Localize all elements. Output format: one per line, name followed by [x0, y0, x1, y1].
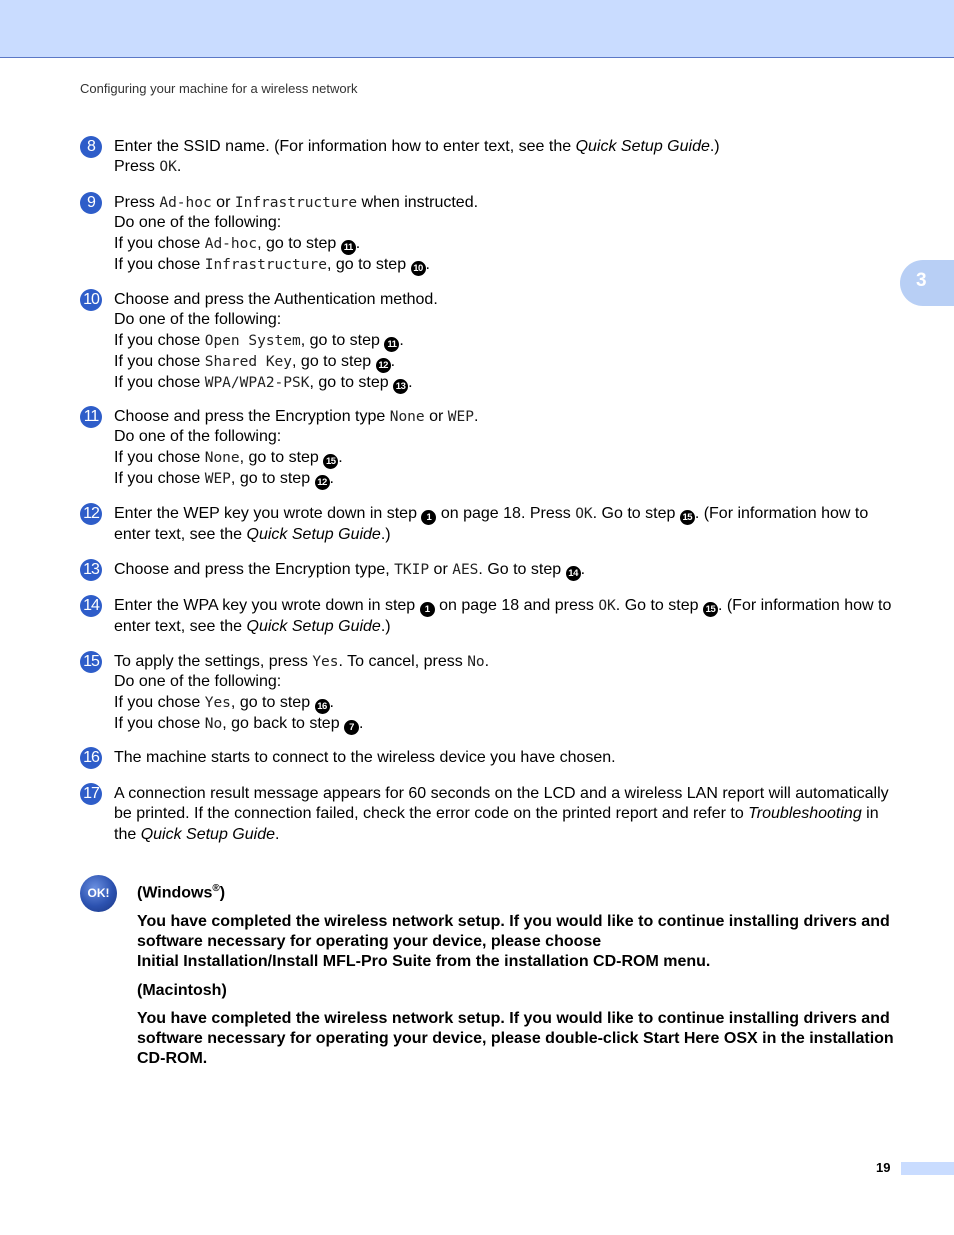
text: , go to step [326, 255, 411, 273]
text: . [329, 469, 334, 487]
completion-note [137, 879, 897, 1078]
guide-title: Quick Setup Guide [246, 526, 381, 543]
step-reference: 10 [411, 261, 426, 276]
text: .) [380, 526, 391, 543]
text: If you chose [114, 352, 205, 370]
step-reference: 14 [566, 566, 581, 581]
text: . Go to step [478, 561, 566, 578]
text: . (For information how to enter text, see the [114, 505, 869, 543]
text: when instructed. [357, 194, 479, 211]
guide-title: Quick Setup Guide [140, 825, 275, 843]
step-body [114, 652, 894, 735]
text: If you chose [114, 448, 205, 466]
step-line [114, 373, 894, 394]
guide-title: Troubleshooting [748, 805, 862, 823]
step-body [114, 560, 894, 581]
lcd-option: Shared Key [204, 353, 293, 370]
text: on page 18. Press [436, 505, 576, 522]
lcd-option: No [204, 715, 223, 732]
footer-bar [901, 1162, 954, 1175]
chapter-number: 3 [916, 270, 927, 291]
step-line: The machine starts to connect to the wireless device you have chosen. [114, 749, 616, 766]
lcd-option: OK [575, 506, 593, 522]
step-line [114, 693, 894, 714]
step-line [114, 255, 894, 276]
step-line [114, 448, 894, 469]
step-line [114, 714, 894, 735]
step-line: Do one of the following: [114, 673, 282, 691]
step-line [114, 469, 894, 490]
lcd-option: WPA/WPA2-PSK [204, 374, 310, 391]
ok-badge-icon: OK! [80, 875, 117, 912]
text: . [425, 255, 430, 273]
text: . [176, 158, 182, 176]
lcd-option: WEP [447, 409, 474, 425]
step-reference: 15 [703, 602, 718, 617]
step-line [114, 352, 894, 373]
text: . [484, 653, 490, 670]
text: . To cancel, press [338, 653, 468, 670]
step-line [114, 193, 894, 213]
text: . [580, 561, 586, 578]
step-reference: 11 [384, 337, 399, 352]
text: Press [114, 158, 160, 176]
text: . [399, 331, 404, 349]
top-header-band [0, 0, 954, 58]
text: .) [380, 618, 391, 635]
lcd-option: Ad-hoc [159, 195, 212, 211]
step-body [114, 407, 894, 490]
text: or [211, 194, 235, 211]
lcd-option: Yes [312, 654, 339, 670]
step-line [114, 652, 894, 672]
text: or [429, 561, 453, 578]
step-reference: 11 [341, 240, 356, 255]
registered-mark: ® [212, 883, 220, 894]
lcd-option: WEP [204, 470, 231, 487]
text: , go to step [292, 352, 376, 370]
text: or [424, 408, 448, 425]
text: ) [219, 884, 226, 902]
running-header: Configuring your machine for a wireless network [80, 81, 358, 96]
text: , go to step [239, 448, 324, 466]
text: , go to step [230, 469, 315, 487]
text: Choose and press the Encryption type, [114, 561, 395, 578]
text: Press [114, 194, 160, 211]
lcd-option: Yes [204, 694, 231, 711]
text: .) [709, 138, 720, 155]
text: , go back to step [222, 714, 345, 732]
step-body [114, 137, 894, 178]
text: . (For information how to enter text, see the [114, 597, 892, 635]
step-number-badge: 11 [80, 406, 102, 428]
text: . [359, 714, 364, 732]
lcd-option: OK [159, 159, 177, 176]
text: . Go to step [592, 505, 680, 522]
step-reference: 15 [323, 454, 338, 469]
text: . [329, 693, 334, 711]
step-body [114, 193, 894, 276]
mac-text: You have completed the wireless network setup. If you would like to continue installing drivers and software necessary for operating your device, please double-click Start Here OSX in the installation CD-ROM. [137, 1009, 894, 1068]
step-reference: 1 [421, 510, 436, 525]
text: . [390, 352, 396, 370]
step-body [114, 504, 894, 545]
text: , go to step [309, 373, 394, 391]
text: A connection result message appears for 60 seconds on the LCD and a wireless LAN report will automatically be printed. If the connection failed, check the error code on the printed report and refer to [114, 785, 889, 823]
step-line [114, 560, 894, 581]
windows-heading [137, 879, 897, 904]
step-body [114, 596, 894, 637]
lcd-option: None [389, 409, 425, 425]
text: , go to step [300, 331, 385, 349]
step-number-badge: 10 [80, 289, 102, 311]
text: If you chose [114, 234, 205, 252]
text: . [355, 234, 361, 252]
step-number-badge: 12 [80, 503, 102, 525]
step-reference: 1 [420, 602, 435, 617]
text: . [473, 408, 479, 425]
windows-text [137, 912, 897, 973]
step-number-badge: 16 [80, 747, 102, 769]
text: in the [114, 805, 879, 843]
text: Initial Installation/Install MFL-Pro Suite from the installation CD-ROM menu. [137, 953, 711, 971]
step-reference: 12 [315, 475, 330, 490]
lcd-option: Infrastructure [234, 195, 358, 211]
step-number-badge: 14 [80, 595, 102, 617]
mac-heading: (Macintosh) [137, 981, 227, 999]
step-number-badge: 9 [80, 192, 102, 214]
step-line [114, 157, 894, 177]
text: . [338, 448, 343, 466]
step-reference: 13 [393, 379, 408, 394]
step-line [114, 331, 894, 352]
text: If you chose [114, 373, 205, 391]
text: To apply the settings, press [114, 653, 313, 670]
guide-title: Quick Setup Guide [575, 138, 710, 155]
step-line [114, 137, 894, 157]
step-line: Do one of the following: [114, 428, 282, 446]
lcd-option: TKIP [394, 562, 430, 578]
step-line [114, 234, 894, 255]
text: If you chose [114, 714, 205, 732]
step-body [114, 748, 894, 768]
lcd-option: OK [598, 598, 616, 614]
step-line: Do one of the following: [114, 214, 282, 232]
step-body [114, 784, 894, 845]
step-body [114, 290, 894, 394]
step-reference: 15 [680, 510, 695, 525]
step-number-badge: 17 [80, 783, 102, 805]
lcd-option: None [204, 449, 240, 466]
text: on page 18 and press [434, 597, 599, 614]
text: . [408, 373, 413, 391]
text: Choose and press the Encryption type [114, 408, 390, 425]
step-reference: 12 [376, 358, 391, 373]
lcd-option: Ad-hoc [204, 235, 258, 252]
lcd-option: No [467, 654, 485, 670]
text: . [274, 825, 280, 843]
lcd-option: Infrastructure [204, 256, 327, 273]
text: If you chose [114, 331, 205, 349]
lcd-option: Open System [204, 332, 301, 349]
step-reference: 16 [315, 699, 330, 714]
text: (Windows [137, 884, 213, 902]
text: You have completed the wireless network setup. If you would like to continue installing drivers and software necessary for operating your device, please choose [137, 912, 890, 950]
text: , go to step [230, 693, 315, 711]
step-reference: 7 [344, 720, 359, 735]
text: Enter the WPA key you wrote down in step [114, 597, 420, 614]
step-line [114, 407, 894, 427]
text: If you chose [114, 469, 205, 487]
page-number: 19 [876, 1160, 891, 1175]
text: Enter the SSID name. (For information how to enter text, see the [114, 138, 576, 155]
step-number-badge: 13 [80, 559, 102, 581]
step-number-badge: 15 [80, 651, 102, 673]
step-line: Do one of the following: [114, 311, 282, 329]
text: Enter the WEP key you wrote down in step [114, 505, 422, 522]
lcd-option: AES [452, 562, 479, 578]
text: If you chose [114, 255, 205, 273]
step-number-badge: 8 [80, 136, 102, 158]
text: , go to step [257, 234, 341, 252]
chapter-tab [900, 260, 954, 306]
guide-title: Quick Setup Guide [246, 618, 381, 635]
step-line: Choose and press the Authentication method. [114, 291, 438, 308]
text: If you chose [114, 693, 205, 711]
text: . Go to step [615, 597, 703, 614]
